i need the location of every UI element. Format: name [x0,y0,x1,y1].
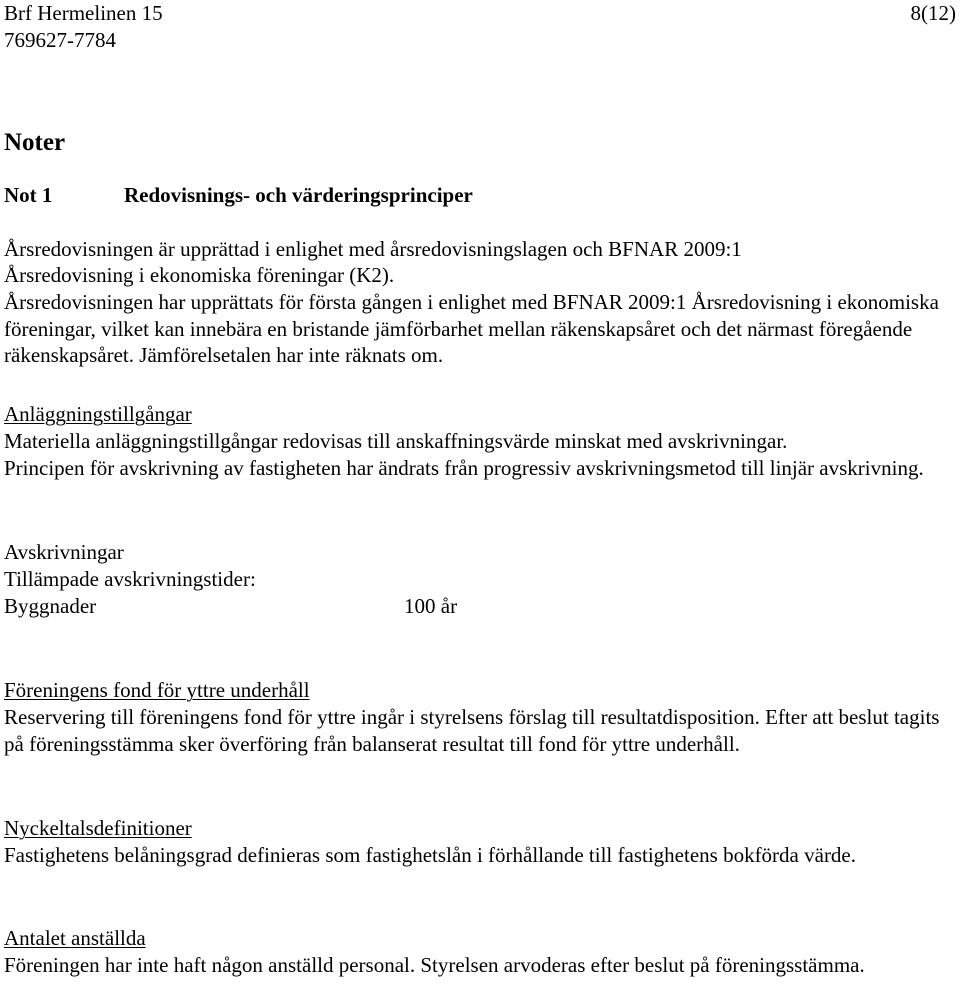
depreciation-item-value: 100 år [404,594,458,618]
org-number: 769627-7784 [4,28,116,52]
note-number: Not 1 [4,183,53,207]
key-ratios-heading: Nyckeltalsdefinitioner [4,816,192,840]
employees-heading: Antalet anställda [4,926,146,950]
maintenance-fund-paragraph: Reservering till föreningens fond för yttre ingår i styrelsens förslag till resultatdisposition. Efter att beslut tagits på föreningsstämma sker överföring från balanserat resultat till fond för yttre underhåll. [4,705,940,756]
intro-line-1: Årsredovisningen är upprättad i enlighet med årsredovisningslagen och BFNAR 2009:1 [4,237,742,261]
key-ratios-paragraph: Fastighetens belåningsgrad definieras som fastighetslån i förhållande till fastighetens bokförda värde. [4,843,857,867]
page-number: 8(12) [910,1,956,25]
fixed-assets-heading: Anläggningstillgångar [4,402,192,426]
first-time-paragraph: Årsredovisningen har upprättats för första gången i enlighet med BFNAR 2009:1 Årsredovisning i ekonomiska föreningar, vilket kan innebära en bristande jämförbarhet mellan räkenskapsåret och det närmast föregående räkenskapsåret. Jämförelsetalen har inte räknats om. [4,290,939,367]
note-title: Redovisnings- och värderingsprinciper [124,183,473,207]
page-title: Noter [4,129,66,156]
intro-line-2: Årsredovisning i ekonomiska föreningar (K2). [4,263,395,287]
maintenance-fund-heading: Föreningens fond för yttre underhåll [4,678,310,702]
depreciation-item-label: Byggnader [4,594,97,618]
fixed-assets-line-1: Materiella anläggningstillgångar redovisas till anskaffningsvärde minskat med avskrivningar. [4,429,788,453]
depreciation-subheading: Tillämpade avskrivningstider: [4,567,256,591]
fixed-assets-paragraph: Principen för avskrivning av fastigheten har ändrats från progressiv avskrivningsmetod till linjär avskrivning. [4,456,924,480]
depreciation-heading: Avskrivningar [4,540,124,564]
page-header-left [4,0,163,54]
company-name: Brf Hermelinen 15 [4,1,163,25]
employees-paragraph: Föreningen har inte haft någon anställd personal. Styrelsen arvoderas efter beslut på föreningsstämma. [4,953,865,977]
